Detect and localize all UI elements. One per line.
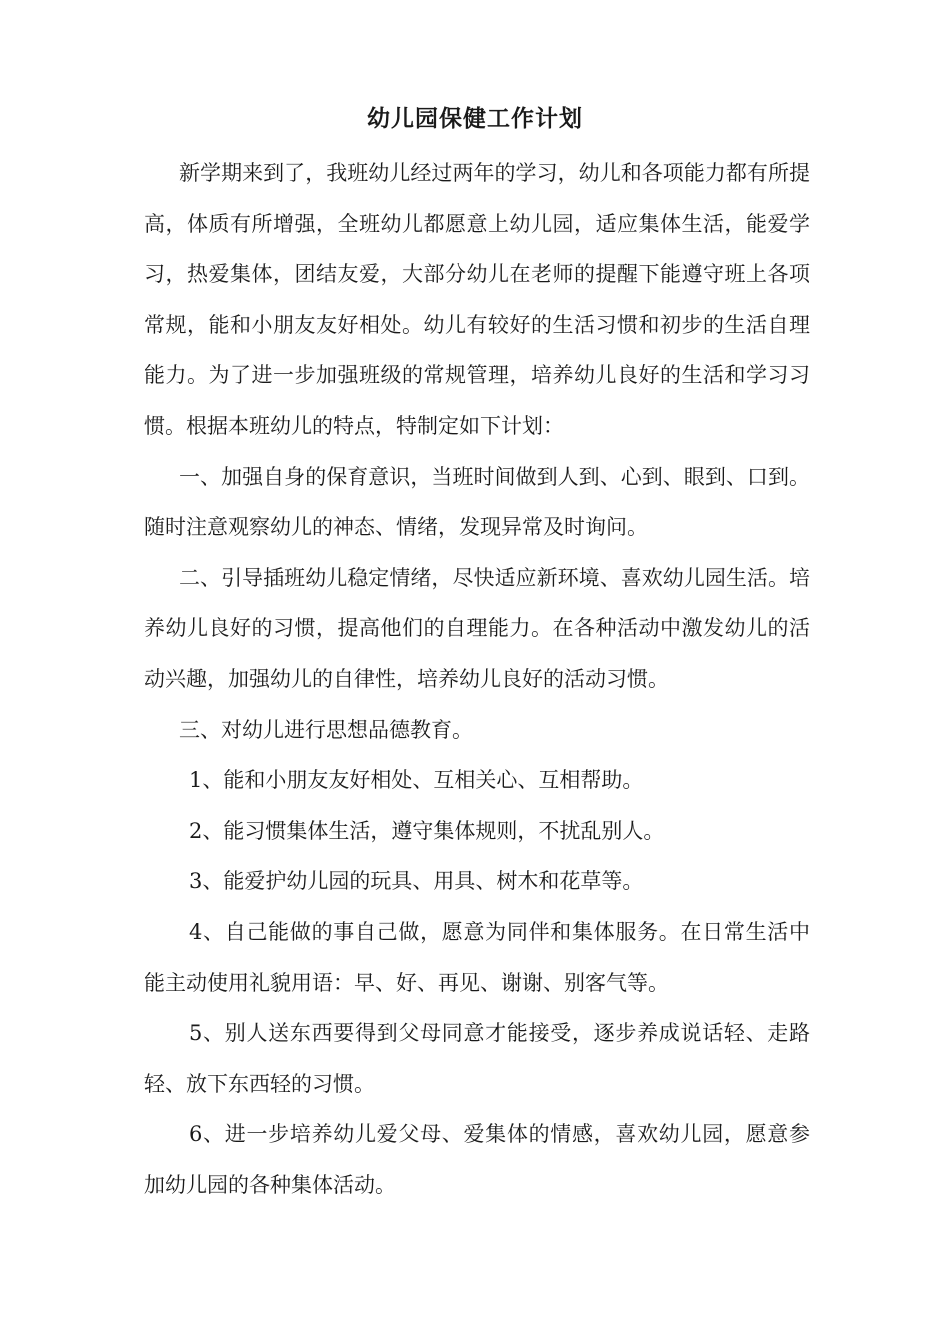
- list-item: 4、自己能做的事自己做，愿意为同伴和集体服务。在日常生活中能主动使用礼貌用语：早、好、再见、谢谢、别客气等。: [144, 919, 810, 995]
- list-item: 3、能爱护幼儿园的玩具、用具、树木和花草等。: [189, 869, 644, 894]
- list-item: 1、能和小朋友友好相处、互相关心、互相帮助。: [189, 768, 644, 793]
- document-title: 幼儿园保健工作计划: [367, 105, 583, 132]
- document-body: [144, 148, 810, 1210]
- intro-paragraph: 新学期来到了，我班幼儿经过两年的学习，幼儿和各项能力都有所提高，体质有所增强，全班幼儿都愿意上幼儿园，适应集体生活，能爱学习，热爱集体，团结友爱，大部分幼儿在老师的提醒下能遵守班上各项常规，能和小朋友友好相处。幼儿有较好的生活习惯和初步的生活自理能力。为了进一步加强班级的常规管理，培养幼儿良好的生活和学习习惯。根据本班幼儿的特点，特制定如下计划：: [144, 161, 810, 438]
- list-item: 2、能习惯集体生活，遵守集体规则，不扰乱别人。: [189, 818, 665, 843]
- list-item: 5、别人送东西要得到父母同意才能接受，逐步养成说话轻、走路轻、放下东西轻的习惯。: [144, 1021, 810, 1096]
- section-one-paragraph: 一、加强自身的保育意识，当班时间做到人到、心到、眼到、口到。随时注意观察幼儿的神态、情绪，发现异常及时询问。: [144, 464, 810, 540]
- section-three-heading: 三、对幼儿进行思想品德教育。: [179, 717, 473, 742]
- list-item: 6、进一步培养幼儿爱父母、爱集体的情感，喜欢幼儿园，愿意参加幼儿园的各种集体活动。: [144, 1122, 810, 1197]
- section-two-paragraph: 二、引导插班幼儿稳定情绪，尽快适应新环境、喜欢幼儿园生活。培养幼儿良好的习惯，提高他们的自理能力。在各种活动中激发幼儿的活动兴趣，加强幼儿的自律性，培养幼儿良好的活动习惯。: [144, 565, 810, 691]
